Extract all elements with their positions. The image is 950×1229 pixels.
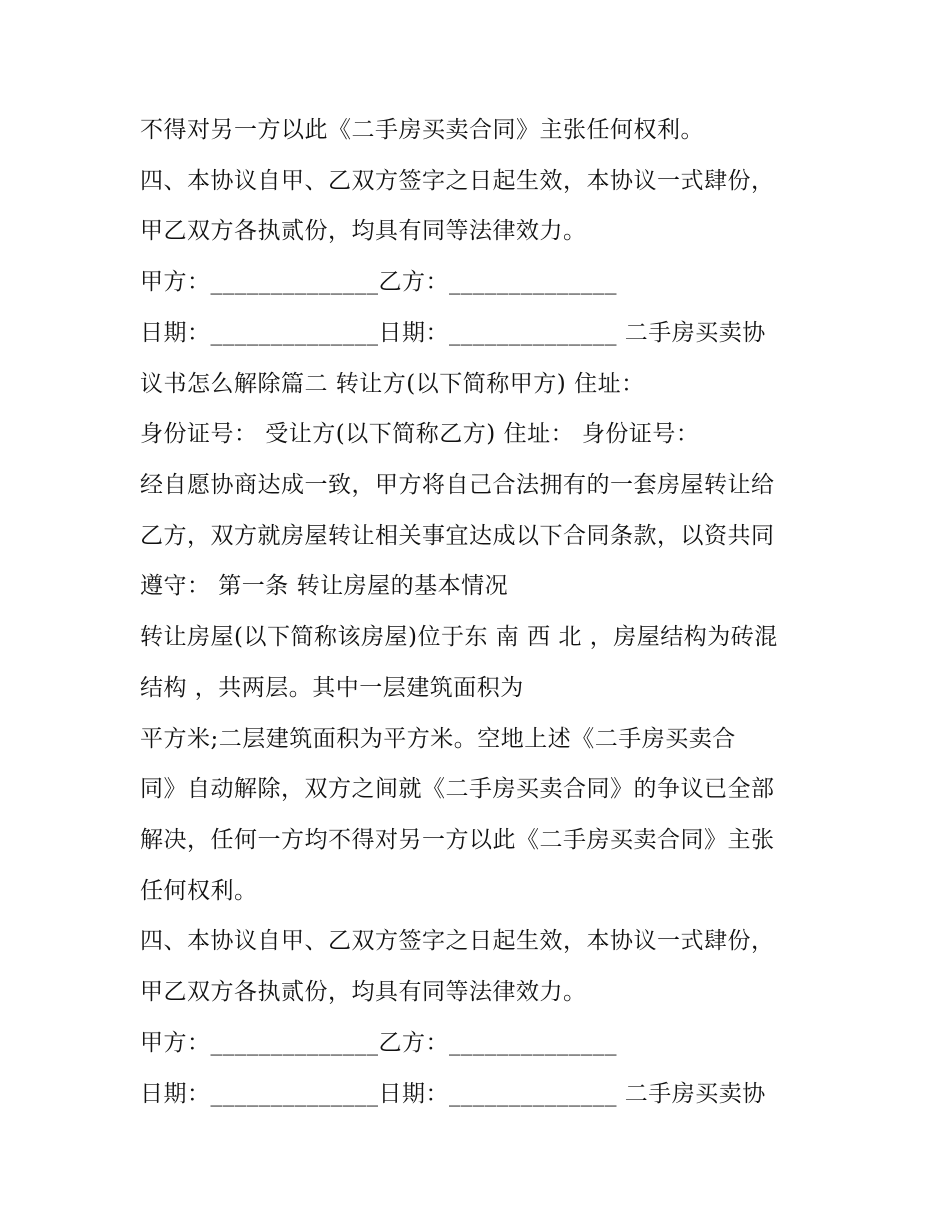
text-line: 结构 ，共两层。其中一层建筑面积为	[140, 675, 524, 701]
text-line: 乙方，双方就房屋转让相关事宜达成以下合同条款，以资共同	[140, 523, 775, 549]
signature-line-parties: 甲方：______________乙方：______________	[140, 269, 617, 295]
text-line: 四、本协议自甲、乙双方签字之日起生效，本协议一式肆份，	[140, 928, 775, 954]
text-line: 议书怎么解除篇二 转让方(以下简称甲方) 住址：	[140, 371, 645, 397]
text-line: 甲乙双方各执贰份，均具有同等法律效力。	[140, 218, 587, 244]
text-line: 遵守： 第一条 转让房屋的基本情况	[140, 573, 509, 599]
text-line: 转让房屋(以下简称该房屋)位于东 南 西 北 ，房屋结构为砖混	[140, 624, 778, 650]
text-line: 平方米;二层建筑面积为平方米。空地上述《二手房买卖合	[140, 726, 736, 752]
text-line: 同》自动解除，双方之间就《二手房买卖合同》的争议已全部	[140, 776, 775, 802]
text-line: 甲乙双方各执贰份，均具有同等法律效力。	[140, 979, 587, 1005]
signature-line-parties: 甲方：______________乙方：______________	[140, 1030, 617, 1056]
text-line: 不得对另一方以此《二手房买卖合同》主张任何权利。	[140, 117, 704, 143]
signature-line-dates: 日期：______________日期：______________ 二手房买卖协	[140, 1081, 766, 1107]
text-line: 经自愿协商达成一致，甲方将自己合法拥有的一套房屋转让给	[140, 472, 775, 498]
signature-line-dates: 日期：______________日期：______________ 二手房买卖协	[140, 320, 766, 346]
text-line: 身份证号： 受让方(以下简称乙方) 住址： 身份证号：	[140, 421, 700, 447]
text-line: 四、本协议自甲、乙双方签字之日起生效，本协议一式肆份，	[140, 168, 775, 194]
text-line: 解决，任何一方均不得对另一方以此《二手房买卖合同》主张	[140, 827, 775, 853]
text-line: 任何权利。	[140, 878, 258, 904]
